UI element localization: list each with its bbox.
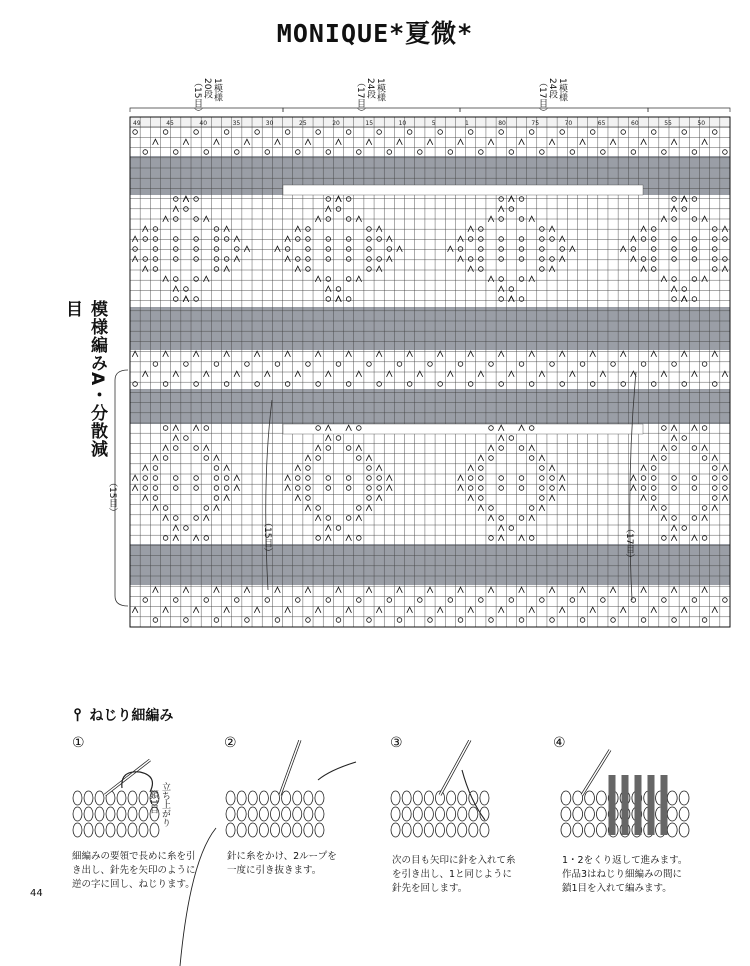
step-2-number: ② xyxy=(224,735,237,751)
svg-text:50: 50 xyxy=(697,120,706,127)
step-3-number: ③ xyxy=(390,735,403,751)
step-4-number: ④ xyxy=(553,735,566,751)
page-number: 44 xyxy=(30,888,43,899)
svg-text:55: 55 xyxy=(664,120,672,127)
svg-text:30: 30 xyxy=(265,120,274,127)
svg-text:75: 75 xyxy=(531,120,540,127)
step-1-note-a: 立ち上がり xyxy=(160,782,170,827)
svg-text:80: 80 xyxy=(498,120,506,127)
svg-text:65: 65 xyxy=(597,120,606,127)
svg-text:1: 1 xyxy=(465,120,469,127)
svg-text:60: 60 xyxy=(631,120,639,127)
repeat-header-1: 1模様 20段 （15目） xyxy=(192,78,222,117)
technique-title: ねじり細編み xyxy=(89,708,174,724)
svg-text:20: 20 xyxy=(332,120,340,127)
step-3-caption: 次の目も矢印に針を入れて糸 を引き出し、1と同じように 針先を回します。 xyxy=(392,855,516,894)
stitch-count-left: （15目） xyxy=(107,478,117,517)
stitch-count-mid: （15目） xyxy=(262,518,272,557)
svg-text:35: 35 xyxy=(232,120,241,127)
repeat-header-3: 1模様 24段 （17目） xyxy=(537,78,567,117)
step-4-caption: 1・2をくり返して進みます。 作品3はねじり細編みの間に 鎖1目を入れて編みます。 xyxy=(562,855,688,894)
svg-text:15: 15 xyxy=(365,120,374,127)
page-title: MONIQUE*夏微* xyxy=(276,19,474,48)
step-2-caption: 針に糸をかけ、2ループを 一度に引き抜きます。 xyxy=(227,851,337,876)
svg-text:5: 5 xyxy=(431,120,436,127)
repeat-header-2: 1模様 24段 （17目） xyxy=(355,78,385,117)
svg-text:70: 70 xyxy=(564,120,573,127)
svg-text:49: 49 xyxy=(133,120,141,127)
reduction-band xyxy=(130,307,730,350)
svg-text:25: 25 xyxy=(299,120,307,127)
step-1-caption: 細編みの要領で長めに糸を引 き出し、針先を矢印のように 逆の字に回し、ねじります。 xyxy=(72,851,196,890)
svg-text:40: 40 xyxy=(199,120,208,127)
chart-side-label: 模様編みA・分散減目 xyxy=(62,300,107,459)
chart-grid xyxy=(115,108,730,627)
svg-text:45: 45 xyxy=(166,120,174,127)
stitch-count-right: （17目） xyxy=(624,524,634,563)
step-1-number: ① xyxy=(72,735,85,751)
reduction-band xyxy=(130,544,730,585)
step-1-note-b: 鎖1目 xyxy=(148,790,158,814)
reduction-band xyxy=(130,389,730,424)
svg-text:10: 10 xyxy=(398,120,407,127)
technique-heading xyxy=(74,705,173,725)
twisted-sc-symbol-icon: ⫯ xyxy=(74,705,82,725)
